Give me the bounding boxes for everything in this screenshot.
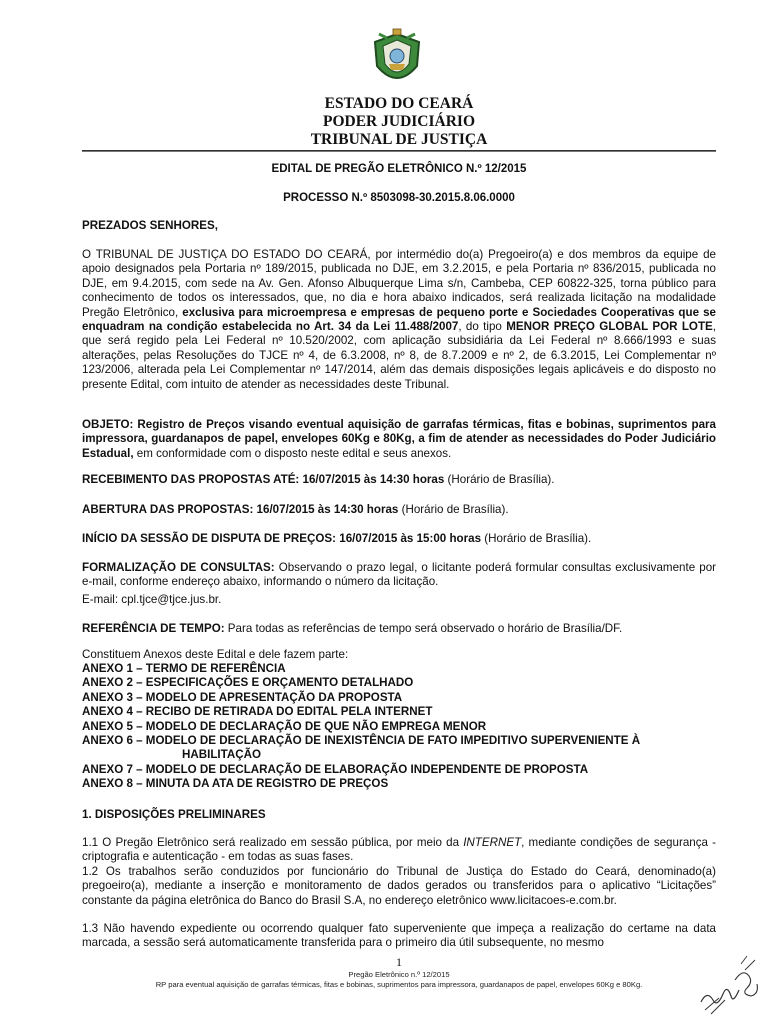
annex-item: ANEXO 4 – RECIBO DE RETIRADA DO EDITAL PELA INTERNET xyxy=(82,705,433,719)
recebimento-text: (Horário de Brasília). xyxy=(444,473,555,486)
header-state: ESTADO DO CEARÁ xyxy=(324,95,474,112)
recebimento-line xyxy=(82,473,716,487)
intro-paragraph xyxy=(82,248,716,392)
annex-item: ANEXO 3 – MODELO DE APRESENTAÇÃO DA PROPOSTA xyxy=(82,690,403,704)
inicio-bold: INÍCIO DA SESSÃO DE DISPUTA DE PREÇOS: 16/07/2015 às 15:00 horas xyxy=(82,532,482,545)
salutation: PREZADOS SENHORES, xyxy=(82,219,218,232)
formalizacao-text: Observando o prazo legal, o licitante poderá formular consultas exclusivamente por e-mail, conforme endereço abaixo, informando o número da licitação. xyxy=(82,561,716,589)
annex-item: ANEXO 6 – MODELO DE DECLARAÇÃO DE INEXISTÊNCIA DE FATO IMPEDITIVO SUPERVENIENTE À xyxy=(82,734,641,748)
referencia-text: Para todas as referências de tempo será observado o horário de Brasília/DF. xyxy=(224,622,623,635)
annex-item: ANEXO 2 – ESPECIFICAÇÕES E ORÇAMENTO DETALHADO xyxy=(82,676,414,690)
header-divider xyxy=(82,150,716,152)
intro-text-1: O TRIBUNAL DE JUSTIÇA DO ESTADO DO CEARÁ, por intermédio do(a) Pregoeiro(a) e dos membros da equipe de apoio designados pela Portaria nº 189/2015, publicada no DJE, em 3.2.2015, e pela Portaria nº 836/2015, publicada no DJE, em 9.4.2015, com sede na Av. Gen. Afonso Albuquerque Lima s/n, Cambeba, CEP 60822-325, torna público para conhecimento de todos os interessados, que, no dia e hora abaixo indicados, será realizada licitação na modalidade Pregão Eletrônico, xyxy=(82,248,716,319)
edital-title: EDITAL DE PREGÃO ELETRÔNICO N.º 12/2015 xyxy=(271,163,527,175)
header-branch: PODER JUDICIÁRIO xyxy=(323,113,475,130)
intro-text-3: , que será regido pela Lei Federal nº 10.520/2002, com aplicação subsidiária da Lei Federal nº 8.666/1993 e suas alterações, pelas Resoluções do TJCE nº 4, de 6.3.2008, nº 8, de 8.7.2009 e nº 2, de 6.3.2015, Lei Complementar nº 123/2006, alterada pela Lei Complementar nº 147/2014, além das demais disposições legais aplicáveis e do disposto no presente Edital, com intuito de atender as necessidades deste Tribunal. xyxy=(82,320,716,391)
page-number: 1 xyxy=(396,955,402,969)
section-1-title: 1. DISPOSIÇÕES PRELIMINARES xyxy=(82,808,266,821)
annex-item: ANEXO 5 – MODELO DE DECLARAÇÃO DE QUE NÃO EMPREGA MENOR xyxy=(82,719,487,733)
inicio-line xyxy=(82,532,716,546)
header-court: TRIBUNAL DE JUSTIÇA xyxy=(310,131,488,148)
footer-line-1: Pregão Eletrônico n.º 12/2015 xyxy=(348,970,450,979)
objeto-bold: OBJETO: Registro de Preços visando eventual aquisição de garrafas térmicas, fitas e bobinas, suprimentos para impressora, guardanapos de papel, envelopes 60Kg e 80Kg, a fim de atender as necessidades do Poder Judiciário Estadual, xyxy=(82,418,716,460)
intro-bold-2: MENOR PREÇO GLOBAL POR LOTE xyxy=(506,320,713,334)
referencia-line xyxy=(82,622,716,636)
handwritten-initials-icon xyxy=(695,950,765,1020)
annex-item: ANEXO 7 – MODELO DE DECLARAÇÃO DE ELABORAÇÃO INDEPENDENTE DE PROPOSTA xyxy=(82,762,589,776)
annex-item-continuation: HABILITAÇÃO xyxy=(182,748,261,762)
intro-bold-1: exclusiva para microempresa e empresas de pequeno porte e Sociedades Cooperativas que se enquadram na condição estabelecida no Art. 34 da Lei 11.488/2007 xyxy=(82,305,716,334)
recebimento-bold: RECEBIMENTO DAS PROPOSTAS ATÉ: 16/07/2015 às 14:30 horas xyxy=(82,473,445,486)
p11-italic: INTERNET xyxy=(463,836,522,849)
annex-list xyxy=(82,662,716,792)
inicio-text: (Horário de Brasília). xyxy=(481,532,592,545)
paragraph-1-3: 1.3 Não havendo expediente ou ocorrendo qualquer fato superveniente que impeça a realização do certame na data marcada, a sessão será automaticamente transferida para o primeiro dia útil subsequente, no mesmo xyxy=(82,922,716,950)
abertura-text: (Horário de Brasília). xyxy=(398,503,509,516)
objeto-text: em conformidade com o disposto neste edital e seus anexos. xyxy=(133,446,452,460)
p11-text-b: , mediante condições de segurança - criptografia e autenticação - em todas as suas fases. xyxy=(82,836,716,864)
intro-text-2: , do tipo xyxy=(458,320,507,334)
processo-number: PROCESSO N.º 8503098-30.2015.8.06.0000 xyxy=(283,192,515,204)
formalizacao-paragraph xyxy=(82,561,716,590)
paragraph-1-2: 1.2 Os trabalhos serão conduzidos por funcionário do Tribunal de Justiça do Estado do Ceará, denominado(a) pregoeiro(a), mediante a inserção e monitoramento de dados gerados ou transferidos para o aplicativo “Licitações” constante da página eletrônica do Banco do Brasil S.A, no endereço eletrônico www.licitacoes-e.com.br. xyxy=(82,865,716,907)
contact-email: E-mail: cpl.tjce@tjce.jus.br. xyxy=(82,593,222,606)
abertura-bold: ABERTURA DAS PROPOSTAS: 16/07/2015 às 14:30 horas xyxy=(82,503,399,516)
anexos-intro: Constituem Anexos deste Edital e dele fazem parte: xyxy=(82,648,349,661)
p11-text-a: 1.1 O Pregão Eletrônico será realizado em sessão pública, por meio da xyxy=(82,836,464,849)
formalizacao-bold: FORMALIZAÇÃO DE CONSULTAS: xyxy=(82,561,275,574)
annex-item: ANEXO 1 – TERMO DE REFERÊNCIA xyxy=(82,662,286,675)
state-coat-of-arms-icon xyxy=(365,28,429,92)
referencia-bold: REFERÊNCIA DE TEMPO: xyxy=(82,622,225,635)
objeto-paragraph xyxy=(82,418,716,461)
annex-item: ANEXO 8 – MINUTA DA ATA DE REGISTRO DE PREÇOS xyxy=(82,777,389,791)
paragraph-1-1 xyxy=(82,836,716,865)
abertura-line xyxy=(82,503,716,517)
footer-line-2: RP para eventual aquisição de garrafas térmicas, fitas e bobinas, suprimentos para impressora, guardanapos de papel, envelopes 60Kg e 80Kg. xyxy=(155,980,643,989)
